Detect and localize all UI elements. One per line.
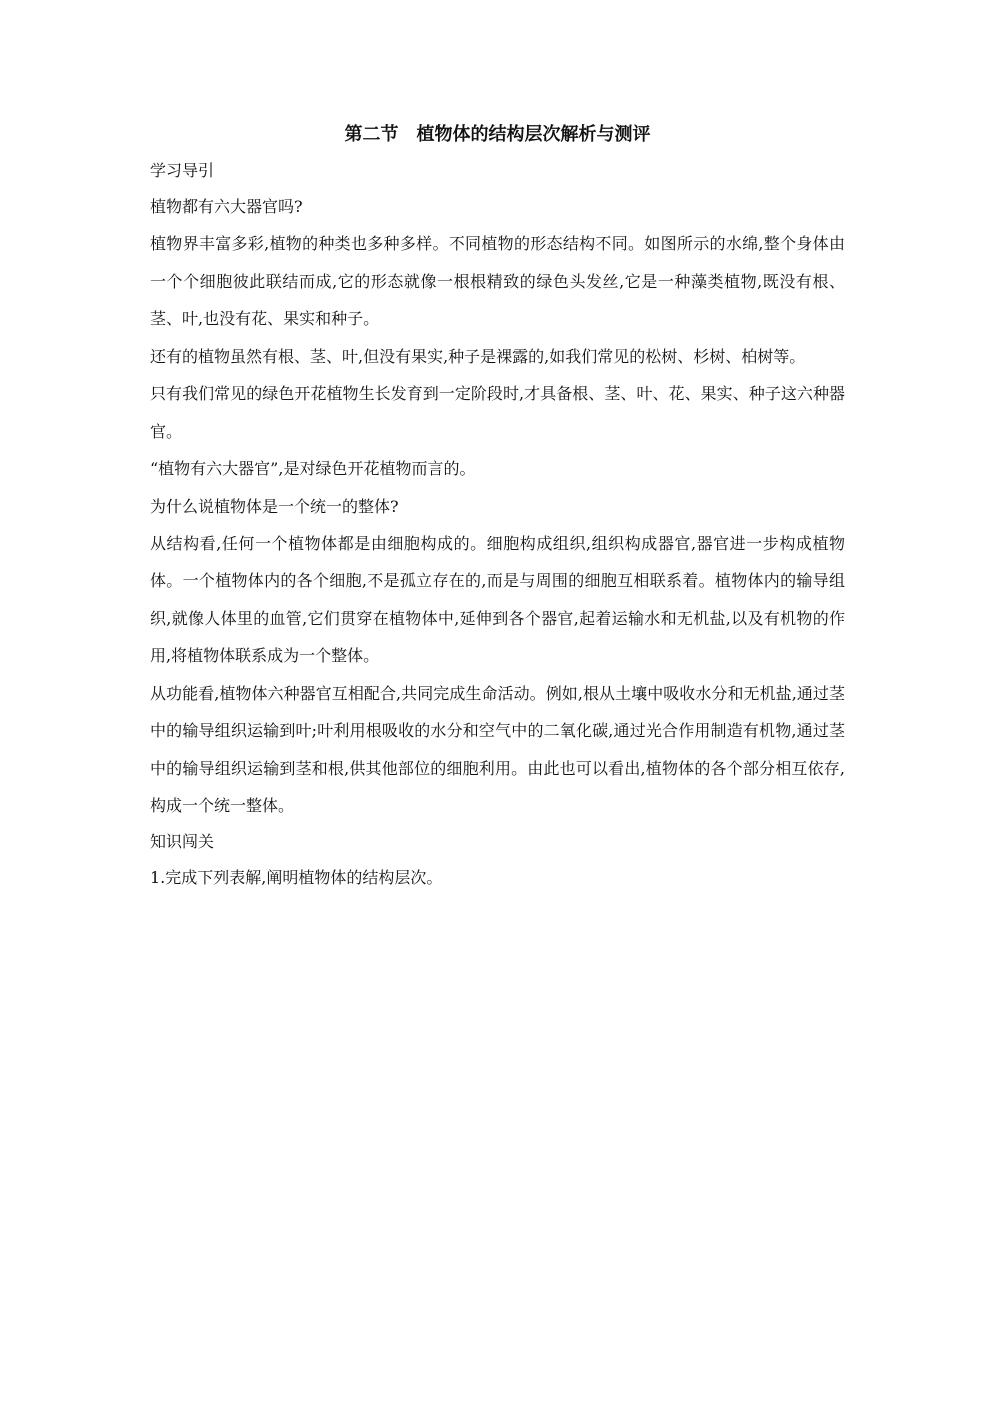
section-heading-study-guide: 学习导引: [150, 161, 215, 180]
paragraph-six-organs-note: “植物有六大器官”,是对绿色开花植物而言的。: [150, 459, 476, 478]
paragraph-function-view: 从功能看,植物体六种器官互相配合,共同完成生命活动。例如,根从土壤中吸收水分和无机盐,通过茎中的输导组织运输到叶;叶利用根吸收的水分和空气中的二氧化碳,通过光合作用制造有机物,通过茎中的输导组织运输到茎和根,供其他部位的细胞利用。由此也可以看出,植物体的各个部分相互依存,构成一个统一整体。: [150, 683, 845, 815]
question-six-organs: 植物都有六大器官吗?: [150, 197, 303, 216]
document-page: [150, 118, 845, 896]
section-heading-knowledge: 知识闯关: [150, 831, 215, 851]
paragraph-plant-diversity: 植物界丰富多彩,植物的种类也多种多样。不同植物的形态结构不同。如图所示的水绵,整个身体由一个个细胞彼此联结而成,它的形态就像一根根精致的绿色头发丝,它是一种藻类植物,既没有根、茎、叶,也没有花、果实和种子。: [150, 234, 845, 328]
paragraph-flowering-plants: 只有我们常见的绿色开花植物生长发育到一定阶段时,才具备根、茎、叶、花、果实、种子这六种器官。: [150, 384, 845, 441]
question-unified-whole: 为什么说植物体是一个统一的整体?: [150, 496, 399, 516]
paragraph-gymnosperms: 还有的植物虽然有根、茎、叶,但没有果实,种子是裸露的,如我们常见的松树、杉树、柏树等。: [150, 346, 806, 366]
document-title: 第二节 植物体的结构层次解析与测评: [344, 124, 651, 145]
exercise-item-1: 1.完成下列表解,阐明植物体的结构层次。: [150, 867, 443, 887]
paragraph-structure-view: 从结构看,任何一个植物体都是由细胞构成的。细胞构成组织,组织构成器官,器官进一步构成植物体。一个植物体内的各个细胞,不是孤立存在的,而是与周围的细胞互相联系着。植物体内的输导组织,就像人体里的血管,它们贯穿在植物体中,延伸到各个器官,起着运输水和无机盐,以及有机物的作用,将植物体联系成为一个整体。: [150, 533, 845, 665]
